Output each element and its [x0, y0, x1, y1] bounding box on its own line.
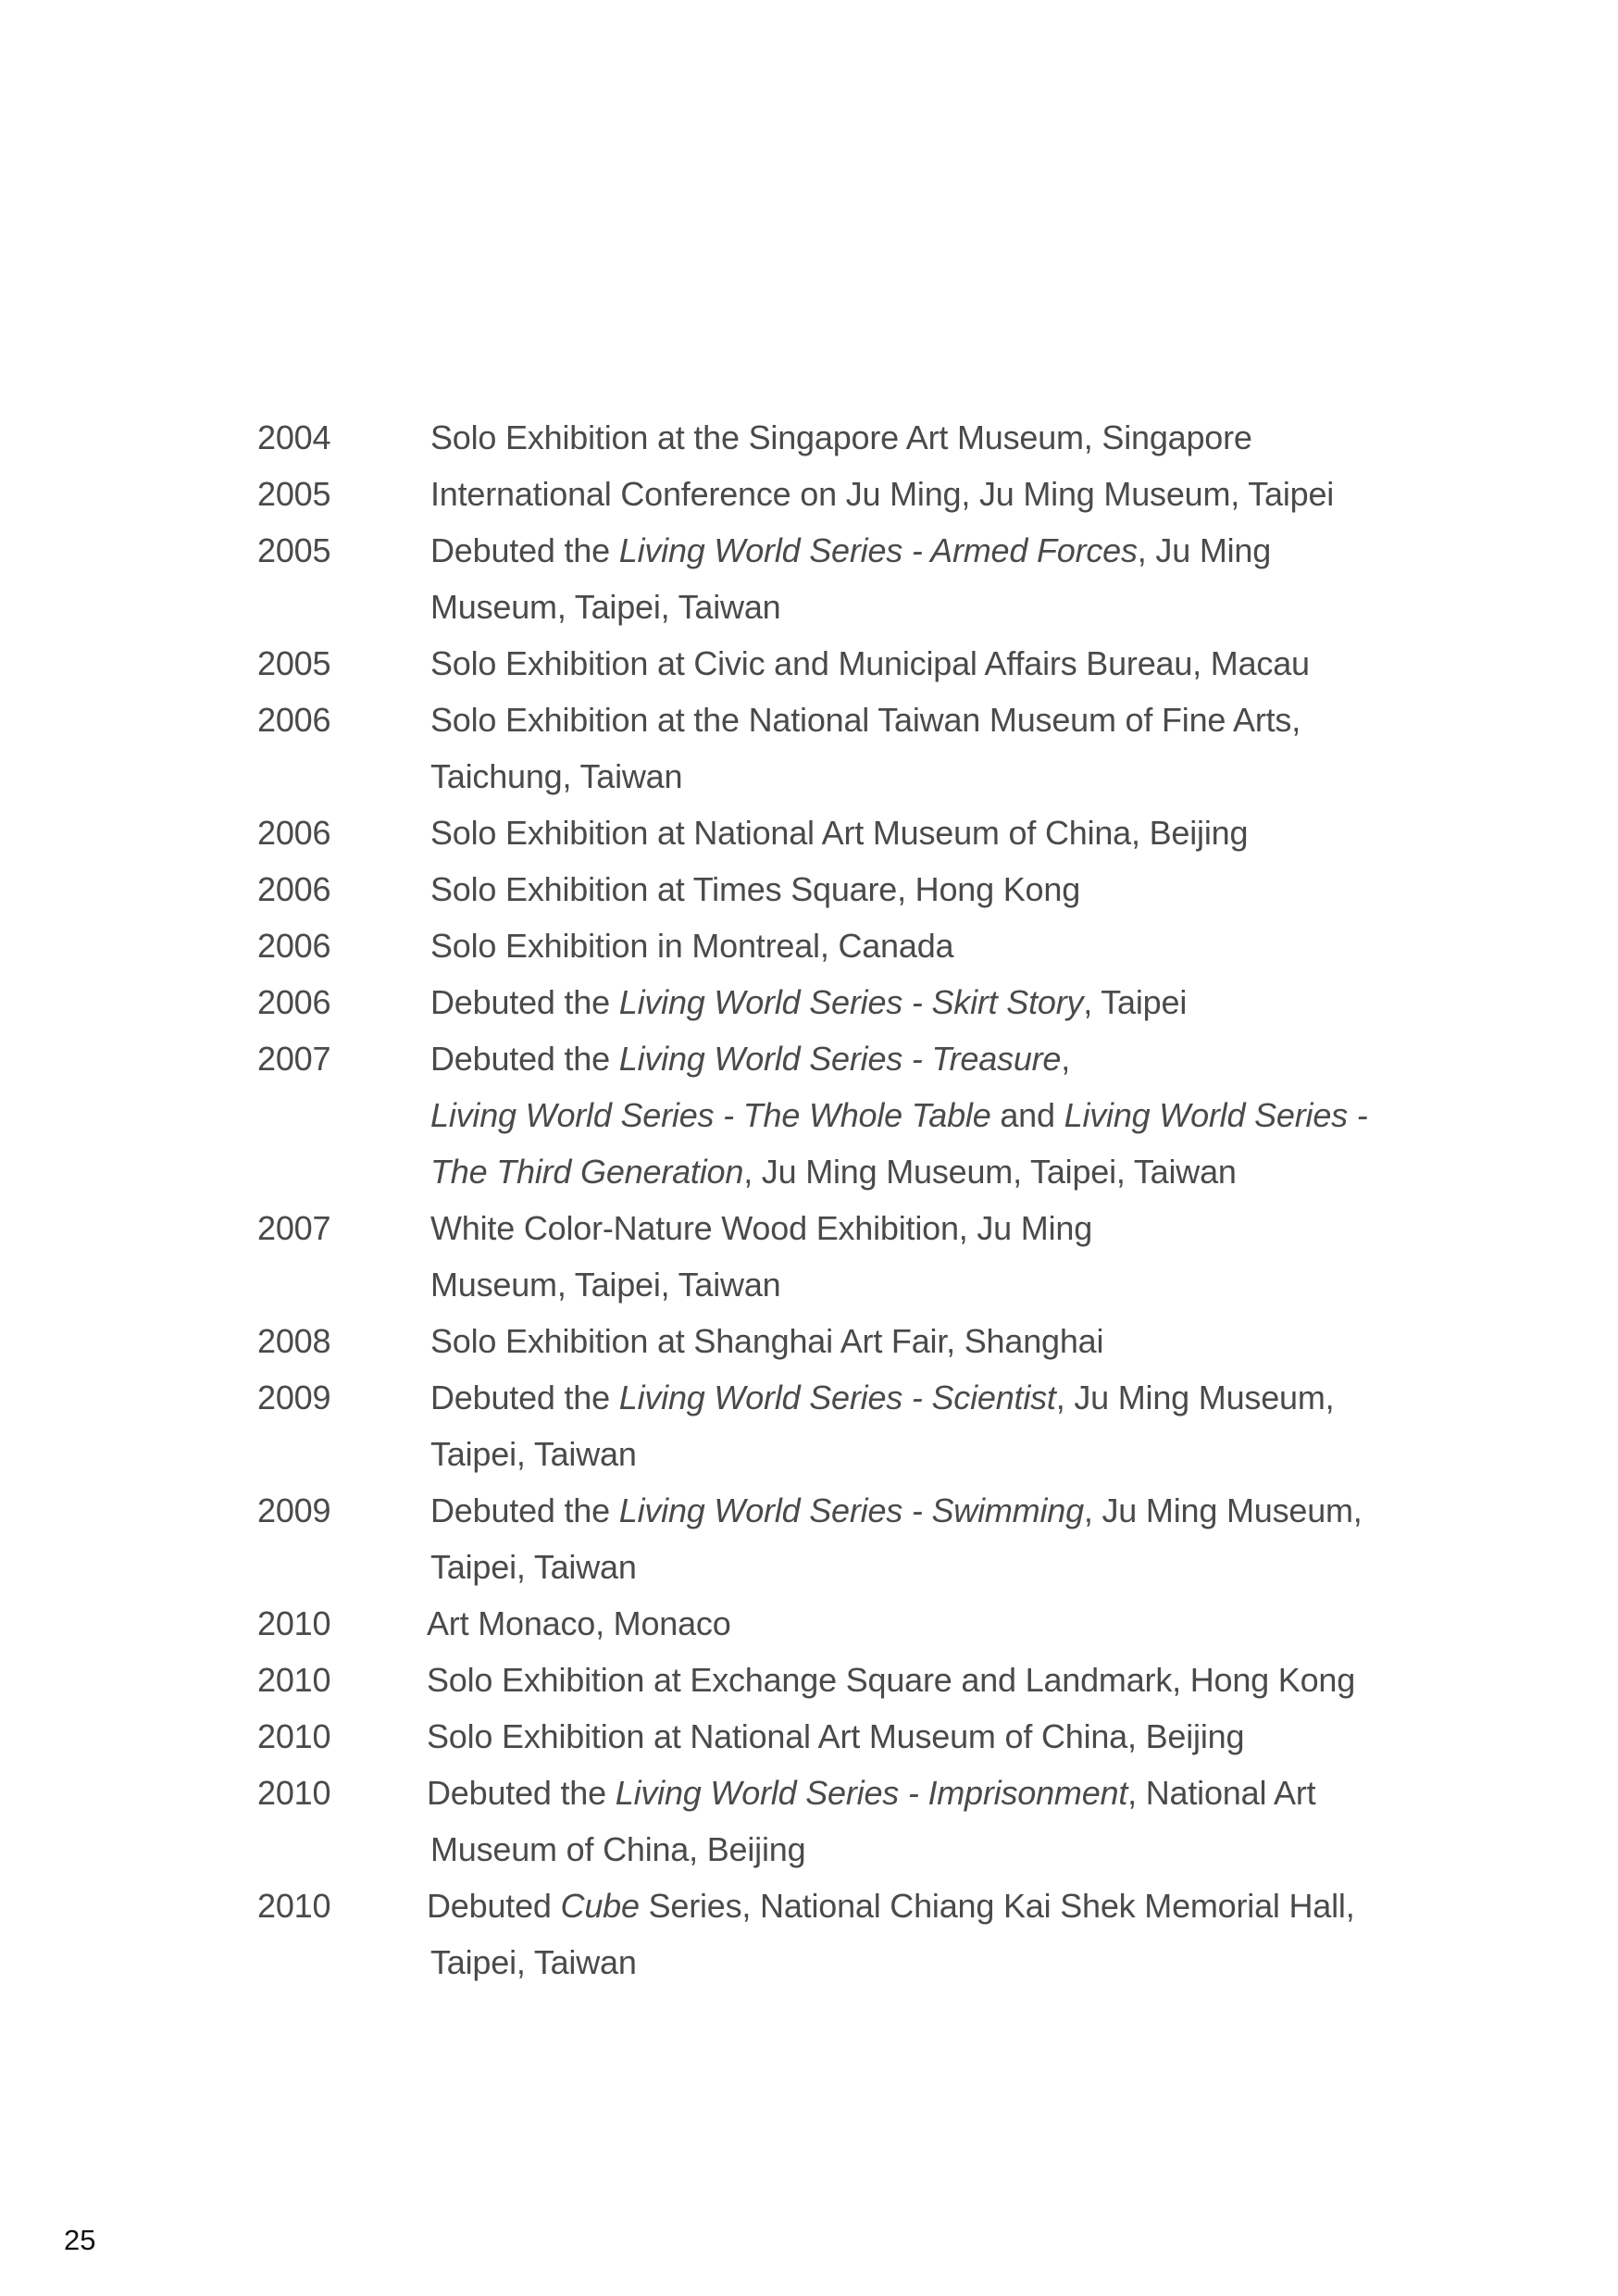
- entry-line: [0, 1878, 1618, 1934]
- text-segment: , Taipei: [1083, 983, 1188, 1021]
- text-segment: , Ju Ming Museum, Taipei, Taiwan: [743, 1153, 1237, 1191]
- exhibition-chronology: [0, 409, 1618, 1990]
- chronology-entry: [0, 692, 1618, 805]
- italic-title: Living World Series - Swimming: [618, 1491, 1084, 1529]
- entry-line: [0, 1482, 1618, 1539]
- text-segment: Solo Exhibition at Exchange Square and Landmark, Hong Kong: [427, 1661, 1356, 1699]
- entry-text: [427, 1765, 1315, 1821]
- entry-text: [430, 1313, 1103, 1369]
- text-segment: Solo Exhibition at the National Taiwan Museum of Fine Arts,: [430, 701, 1301, 739]
- text-segment: Debuted the: [430, 983, 619, 1021]
- text-segment: , Ju Ming: [1137, 531, 1272, 569]
- entry-text: [430, 1087, 1368, 1143]
- text-segment: Taipei, Taiwan: [430, 1943, 637, 1981]
- text-segment: White Color-Nature Wood Exhibition, Ju Ming: [430, 1209, 1093, 1247]
- entry-line: [0, 917, 1618, 974]
- text-segment: Series, National Chiang Kai Shek Memorial Hall,: [639, 1887, 1355, 1925]
- entry-year: 2006: [257, 927, 331, 965]
- italic-title: Living World Series - Armed Forces: [618, 531, 1138, 569]
- text-segment: Taipei, Taiwan: [430, 1435, 637, 1473]
- entry-line: [0, 1595, 1618, 1652]
- entry-year: 2004: [257, 418, 331, 456]
- entry-line: [0, 1200, 1618, 1256]
- text-segment: and: [990, 1096, 1064, 1134]
- entry-text: [430, 692, 1301, 748]
- chronology-entry: [0, 1313, 1618, 1369]
- entry-text: [430, 409, 1252, 466]
- chronology-entry: [0, 466, 1618, 522]
- entry-text: [430, 805, 1248, 861]
- text-segment: Solo Exhibition at Civic and Municipal Affairs Bureau, Macau: [430, 644, 1310, 682]
- italic-title: Living World Series - Imprisonment: [615, 1774, 1128, 1812]
- text-segment: Debuted the: [430, 1040, 619, 1078]
- entry-text: [430, 917, 953, 974]
- chronology-entry: [0, 1765, 1618, 1878]
- chronology-entry: [0, 861, 1618, 917]
- text-segment: ,: [1061, 1040, 1071, 1078]
- entry-line: [0, 466, 1618, 522]
- entry-text: [430, 1426, 637, 1482]
- entry-year: 2008: [257, 1322, 331, 1360]
- entry-line: [0, 1087, 1618, 1143]
- text-segment: Solo Exhibition at Times Square, Hong Kong: [430, 870, 1081, 908]
- entry-line: [0, 1708, 1618, 1765]
- chronology-entry: [0, 1595, 1618, 1652]
- entry-line: [0, 1256, 1618, 1313]
- entry-line: [0, 1652, 1618, 1708]
- entry-line: [0, 1143, 1618, 1200]
- text-segment: Museum, Taipei, Taiwan: [430, 588, 781, 626]
- chronology-entry: [0, 1369, 1618, 1482]
- entry-year: 2006: [257, 701, 331, 739]
- entry-text: [427, 1878, 1355, 1934]
- chronology-entry: [0, 974, 1618, 1030]
- text-segment: Solo Exhibition at Shanghai Art Fair, Shanghai: [430, 1322, 1104, 1360]
- entry-year: 2006: [257, 870, 331, 908]
- text-segment: Taichung, Taiwan: [430, 757, 683, 795]
- entry-year: 2005: [257, 531, 331, 569]
- entry-text: [430, 1256, 780, 1313]
- entry-year: 2009: [257, 1491, 331, 1529]
- italic-title: Living World Series - The Whole Table: [430, 1096, 991, 1134]
- entry-text: [430, 1369, 1334, 1426]
- entry-line: [0, 1369, 1618, 1426]
- chronology-entry: [0, 1878, 1618, 1990]
- entry-line: [0, 805, 1618, 861]
- entry-text: [430, 1200, 1092, 1256]
- entry-text: [430, 466, 1334, 522]
- entry-year: 2006: [257, 983, 331, 1021]
- entry-line: [0, 1765, 1618, 1821]
- entry-text: [427, 1652, 1355, 1708]
- text-segment: Debuted the: [430, 1491, 619, 1529]
- entry-text: [430, 1030, 1070, 1087]
- entry-year: 2010: [257, 1774, 331, 1812]
- text-segment: Solo Exhibition in Montreal, Canada: [430, 927, 954, 965]
- text-segment: Debuted the: [427, 1774, 616, 1812]
- italic-title: The Third Generation: [430, 1153, 744, 1191]
- entry-year: 2010: [257, 1604, 331, 1642]
- entry-text: [430, 579, 780, 635]
- entry-line: [0, 861, 1618, 917]
- entry-year: 2005: [257, 644, 331, 682]
- entry-year: 2005: [257, 475, 331, 513]
- entry-line: [0, 1539, 1618, 1595]
- chronology-entry: [0, 522, 1618, 635]
- entry-line: [0, 748, 1618, 805]
- entry-text: [430, 748, 682, 805]
- chronology-entry: [0, 1200, 1618, 1313]
- entry-line: [0, 1426, 1618, 1482]
- entry-line: [0, 579, 1618, 635]
- entry-line: [0, 1313, 1618, 1369]
- entry-text: [427, 1595, 731, 1652]
- entry-text: [430, 1821, 805, 1878]
- entry-text: [430, 974, 1187, 1030]
- entry-year: 2010: [257, 1887, 331, 1925]
- chronology-entry: [0, 805, 1618, 861]
- italic-title: Living World Series - Scientist: [618, 1379, 1056, 1416]
- entry-text: [430, 1482, 1363, 1539]
- chronology-entry: [0, 409, 1618, 466]
- entry-line: [0, 409, 1618, 466]
- text-segment: Solo Exhibition at National Art Museum of China, Beijing: [430, 814, 1249, 852]
- entry-line: [0, 1934, 1618, 1990]
- italic-title: Cube: [560, 1887, 640, 1925]
- text-segment: , National Art: [1127, 1774, 1316, 1812]
- chronology-entry: [0, 1708, 1618, 1765]
- chronology-entry: [0, 1030, 1618, 1200]
- text-segment: Debuted: [427, 1887, 561, 1925]
- entry-text: [430, 861, 1080, 917]
- text-segment: Museum, Taipei, Taiwan: [430, 1266, 781, 1304]
- entry-text: [430, 1539, 637, 1595]
- italic-title: Living World Series -: [1064, 1096, 1368, 1134]
- text-segment: Debuted the: [430, 531, 619, 569]
- text-segment: Taipei, Taiwan: [430, 1548, 637, 1586]
- text-segment: Debuted the: [430, 1379, 619, 1416]
- text-segment: International Conference on Ju Ming, Ju Ming Museum, Taipei: [430, 475, 1335, 513]
- entry-line: [0, 974, 1618, 1030]
- entry-line: [0, 1821, 1618, 1878]
- italic-title: Living World Series - Treasure: [618, 1040, 1062, 1078]
- chronology-entry: [0, 1482, 1618, 1595]
- page-number: 25: [64, 2224, 96, 2256]
- entry-line: [0, 635, 1618, 692]
- entry-year: 2009: [257, 1379, 331, 1416]
- entry-year: 2007: [257, 1209, 331, 1247]
- entry-year: 2006: [257, 814, 331, 852]
- entry-line: [0, 522, 1618, 579]
- text-segment: Solo Exhibition at the Singapore Art Museum, Singapore: [430, 418, 1252, 456]
- text-segment: Solo Exhibition at National Art Museum of China, Beijing: [427, 1717, 1245, 1755]
- chronology-entry: [0, 1652, 1618, 1708]
- entry-text: [427, 1708, 1244, 1765]
- entry-text: [430, 522, 1271, 579]
- entry-line: [0, 692, 1618, 748]
- entry-year: 2010: [257, 1717, 331, 1755]
- chronology-entry: [0, 635, 1618, 692]
- chronology-entry: [0, 917, 1618, 974]
- text-segment: , Ju Ming Museum,: [1055, 1379, 1335, 1416]
- entry-text: [430, 635, 1310, 692]
- text-segment: , Ju Ming Museum,: [1083, 1491, 1363, 1529]
- entry-text: [430, 1934, 637, 1990]
- text-segment: Art Monaco, Monaco: [427, 1604, 731, 1642]
- italic-title: Living World Series - Skirt Story: [618, 983, 1084, 1021]
- text-segment: Museum of China, Beijing: [430, 1830, 806, 1868]
- entry-line: [0, 1030, 1618, 1087]
- entry-text: [430, 1143, 1237, 1200]
- entry-year: 2010: [257, 1661, 331, 1699]
- entry-year: 2007: [257, 1040, 331, 1078]
